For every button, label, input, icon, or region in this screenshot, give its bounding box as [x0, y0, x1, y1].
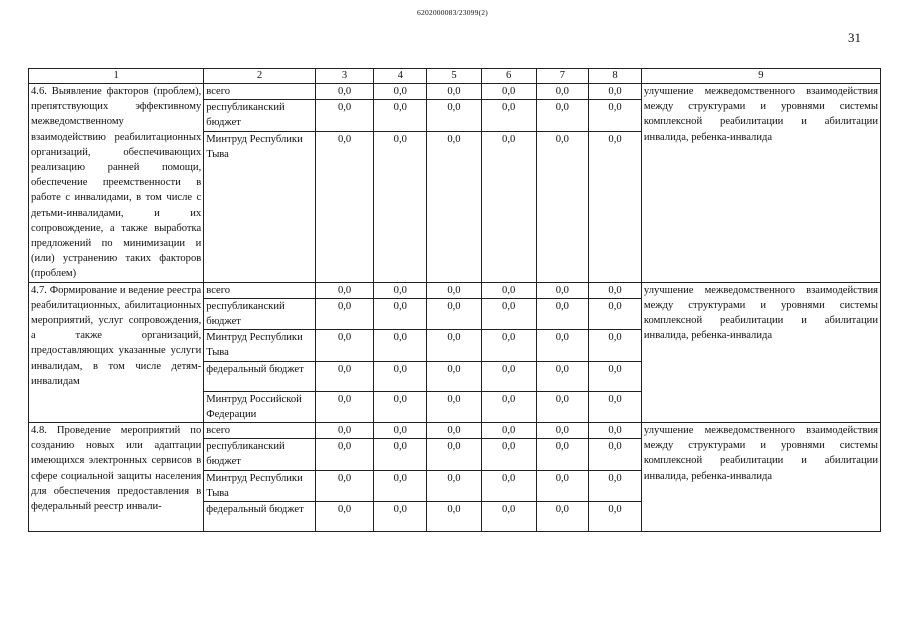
amount-cell: 0,0: [427, 391, 482, 422]
program-table: [28, 68, 881, 532]
amount-cell: 0,0: [481, 361, 536, 391]
column-header: 1: [29, 69, 204, 84]
funding-source-cell: всего: [204, 282, 315, 298]
amount-cell: 0,0: [589, 131, 642, 282]
amount-cell: 0,0: [374, 100, 427, 132]
column-header: 7: [536, 69, 589, 84]
amount-cell: 0,0: [536, 131, 589, 282]
funding-source-cell: Минтруд Российской Федерации: [204, 391, 315, 422]
amount-cell: 0,0: [427, 131, 482, 282]
column-header: 2: [204, 69, 315, 84]
amount-cell: 0,0: [481, 391, 536, 422]
amount-cell: 0,0: [374, 330, 427, 361]
amount-cell: 0,0: [315, 100, 374, 132]
amount-cell: 0,0: [536, 282, 589, 298]
amount-cell: 0,0: [315, 361, 374, 391]
table-row: [29, 282, 881, 298]
amount-cell: 0,0: [589, 100, 642, 132]
expected-result-cell: улучшение межведомственного взаимодействия между структурами и уровнями системы комплексной реабилитации и абилитации инвалида, ребенка-инвалида: [641, 282, 880, 422]
amount-cell: 0,0: [374, 502, 427, 532]
amount-cell: 0,0: [536, 439, 589, 470]
funding-source-cell: федеральный бюджет: [204, 361, 315, 391]
amount-cell: 0,0: [589, 391, 642, 422]
column-header: 8: [589, 69, 642, 84]
funding-source-cell: Минтруд Республики Тыва: [204, 470, 315, 501]
expected-result-cell: улучшение межведомственного взаимодействия между структурами и уровнями системы комплексной реабилитации и абилитации инвалида, ребенка-инвалида: [641, 423, 880, 532]
amount-cell: 0,0: [589, 298, 642, 329]
amount-cell: 0,0: [374, 423, 427, 439]
amount-cell: 0,0: [536, 361, 589, 391]
activity-name-cell: 4.6. Выявление факторов (проблем), препятствующих эффективному межведомственному взаимодействию реабилитационных организаций, обеспечивающих реализацию ранней помощи, обеспечение преемственности в работе с инвалидами, в том числе с детьми-инвалидами, и их сопровождение, а также выработка предложений по минимизации и (или) устранению таких факторов (проблем): [29, 84, 204, 283]
amount-cell: 0,0: [315, 282, 374, 298]
amount-cell: 0,0: [589, 84, 642, 100]
amount-cell: 0,0: [481, 423, 536, 439]
column-header: 9: [641, 69, 880, 84]
expected-result-cell: улучшение межведомственного взаимодействия между структурами и уровнями системы комплексной реабилитации и абилитации инвалида, ребенка-инвалида: [641, 84, 880, 283]
funding-source-cell: федеральный бюджет: [204, 502, 315, 532]
activity-name-cell: 4.7. Формирование и ведение реестра реабилитационных, абилитационных мероприятий, услуг сопровождения, а также организаций, предоставляющих указанные услуги инвалидам, в том числе детям-инвалидам: [29, 282, 204, 422]
amount-cell: 0,0: [315, 84, 374, 100]
amount-cell: 0,0: [536, 502, 589, 532]
activity-name-cell: 4.8. Проведение мероприятий по созданию новых или адаптации имеющихся электронных сервисов в сфере социальной защиты населения для обеспечения предоставления в федеральный реестр инвали-: [29, 423, 204, 532]
amount-cell: 0,0: [427, 423, 482, 439]
amount-cell: 0,0: [481, 439, 536, 470]
amount-cell: 0,0: [315, 502, 374, 532]
amount-cell: 0,0: [374, 391, 427, 422]
amount-cell: 0,0: [315, 330, 374, 361]
amount-cell: 0,0: [374, 131, 427, 282]
amount-cell: 0,0: [589, 439, 642, 470]
amount-cell: 0,0: [481, 470, 536, 501]
amount-cell: 0,0: [315, 391, 374, 422]
amount-cell: 0,0: [427, 282, 482, 298]
amount-cell: 0,0: [536, 423, 589, 439]
amount-cell: 0,0: [536, 470, 589, 501]
column-header: 6: [481, 69, 536, 84]
amount-cell: 0,0: [427, 470, 482, 501]
amount-cell: 0,0: [374, 282, 427, 298]
amount-cell: 0,0: [536, 330, 589, 361]
amount-cell: 0,0: [481, 330, 536, 361]
column-header: 5: [427, 69, 482, 84]
amount-cell: 0,0: [481, 100, 536, 132]
column-header: 3: [315, 69, 374, 84]
funding-source-cell: Минтруд Республики Тыва: [204, 330, 315, 361]
amount-cell: 0,0: [536, 298, 589, 329]
amount-cell: 0,0: [481, 298, 536, 329]
funding-source-cell: республиканский бюджет: [204, 298, 315, 329]
amount-cell: 0,0: [481, 131, 536, 282]
amount-cell: 0,0: [481, 282, 536, 298]
amount-cell: 0,0: [427, 330, 482, 361]
amount-cell: 0,0: [315, 439, 374, 470]
column-number-row: [29, 69, 881, 84]
amount-cell: 0,0: [427, 361, 482, 391]
table-row: [29, 84, 881, 100]
amount-cell: 0,0: [536, 100, 589, 132]
amount-cell: 0,0: [536, 84, 589, 100]
amount-cell: 0,0: [374, 84, 427, 100]
funding-source-cell: республиканский бюджет: [204, 100, 315, 132]
amount-cell: 0,0: [315, 423, 374, 439]
amount-cell: 0,0: [589, 470, 642, 501]
column-header: 4: [374, 69, 427, 84]
amount-cell: 0,0: [374, 470, 427, 501]
amount-cell: 0,0: [427, 439, 482, 470]
amount-cell: 0,0: [427, 298, 482, 329]
amount-cell: 0,0: [374, 361, 427, 391]
amount-cell: 0,0: [589, 330, 642, 361]
amount-cell: 0,0: [374, 439, 427, 470]
amount-cell: 0,0: [427, 84, 482, 100]
funding-source-cell: всего: [204, 84, 315, 100]
amount-cell: 0,0: [315, 131, 374, 282]
amount-cell: 0,0: [481, 502, 536, 532]
page-number: 31: [848, 30, 861, 45]
document-code: 6202000083/23099(2): [417, 8, 488, 17]
amount-cell: 0,0: [374, 298, 427, 329]
amount-cell: 0,0: [536, 391, 589, 422]
amount-cell: 0,0: [481, 84, 536, 100]
amount-cell: 0,0: [589, 423, 642, 439]
table-row: [29, 423, 881, 439]
amount-cell: 0,0: [589, 361, 642, 391]
funding-source-cell: Минтруд Республики Тыва: [204, 131, 315, 282]
amount-cell: 0,0: [315, 298, 374, 329]
amount-cell: 0,0: [427, 100, 482, 132]
amount-cell: 0,0: [589, 282, 642, 298]
funding-source-cell: всего: [204, 423, 315, 439]
funding-source-cell: республиканский бюджет: [204, 439, 315, 470]
amount-cell: 0,0: [315, 470, 374, 501]
amount-cell: 0,0: [427, 502, 482, 532]
amount-cell: 0,0: [589, 502, 642, 532]
